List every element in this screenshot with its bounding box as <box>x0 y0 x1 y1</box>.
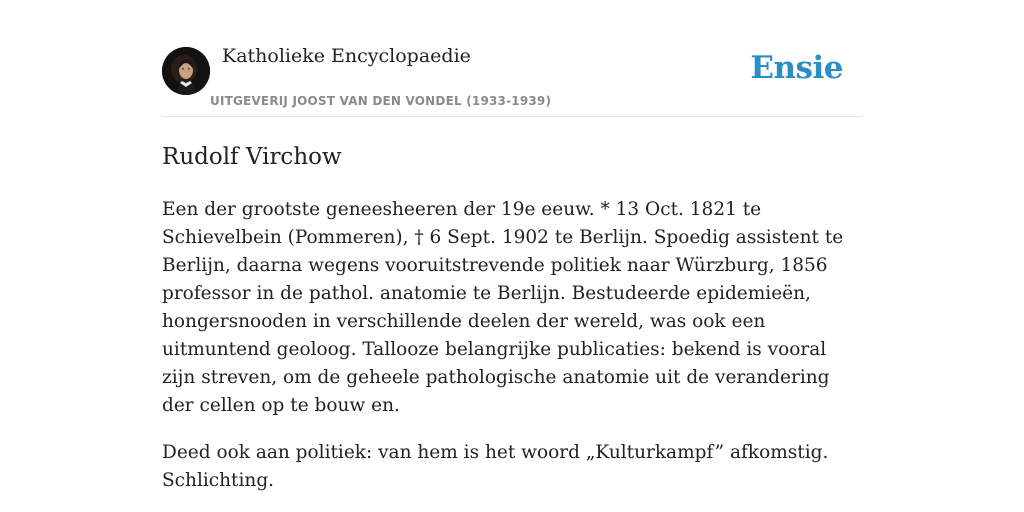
article-paragraph: Deed ook aan politiek: van hem is het woord „Kulturkampf” afkomstig. Schlichting. <box>162 442 829 491</box>
portrait-avatar-icon <box>162 47 210 95</box>
article-paragraph: Een der grootste geneesheeren der 19e eeuw. * 13 Oct. 1821 te Schievelbein (Pommeren), † 6 Sept. 1902 te Berlijn. Spoedig assistent te Berlijn, daarna wegens vooruitstrevende politiek naar Würzburg, 1856 professor in de pathol. anatomie te Berlijn. Bestudeerde epidemieën, hongersnooden in verschillende deelen der wereld, was ook een uitmuntend geoloog. Tallooze belangrijke publicaties: bekend is vooral zijn streven, om de geheele pathologische anatomie uit de verandering der cellen op te bouw en. <box>162 199 844 416</box>
page-container <box>162 0 862 495</box>
article-title: Rudolf Virchow <box>162 144 342 170</box>
publication-avatar[interactable] <box>162 47 210 95</box>
publication-title[interactable]: Katholieke Encyclopaedie <box>222 45 471 67</box>
publication-header <box>162 0 862 117</box>
brand-logo[interactable]: Ensie <box>750 50 843 86</box>
publisher-label: UITGEVERIJ JOOST VAN DEN VONDEL (1933-1939) <box>210 94 552 108</box>
